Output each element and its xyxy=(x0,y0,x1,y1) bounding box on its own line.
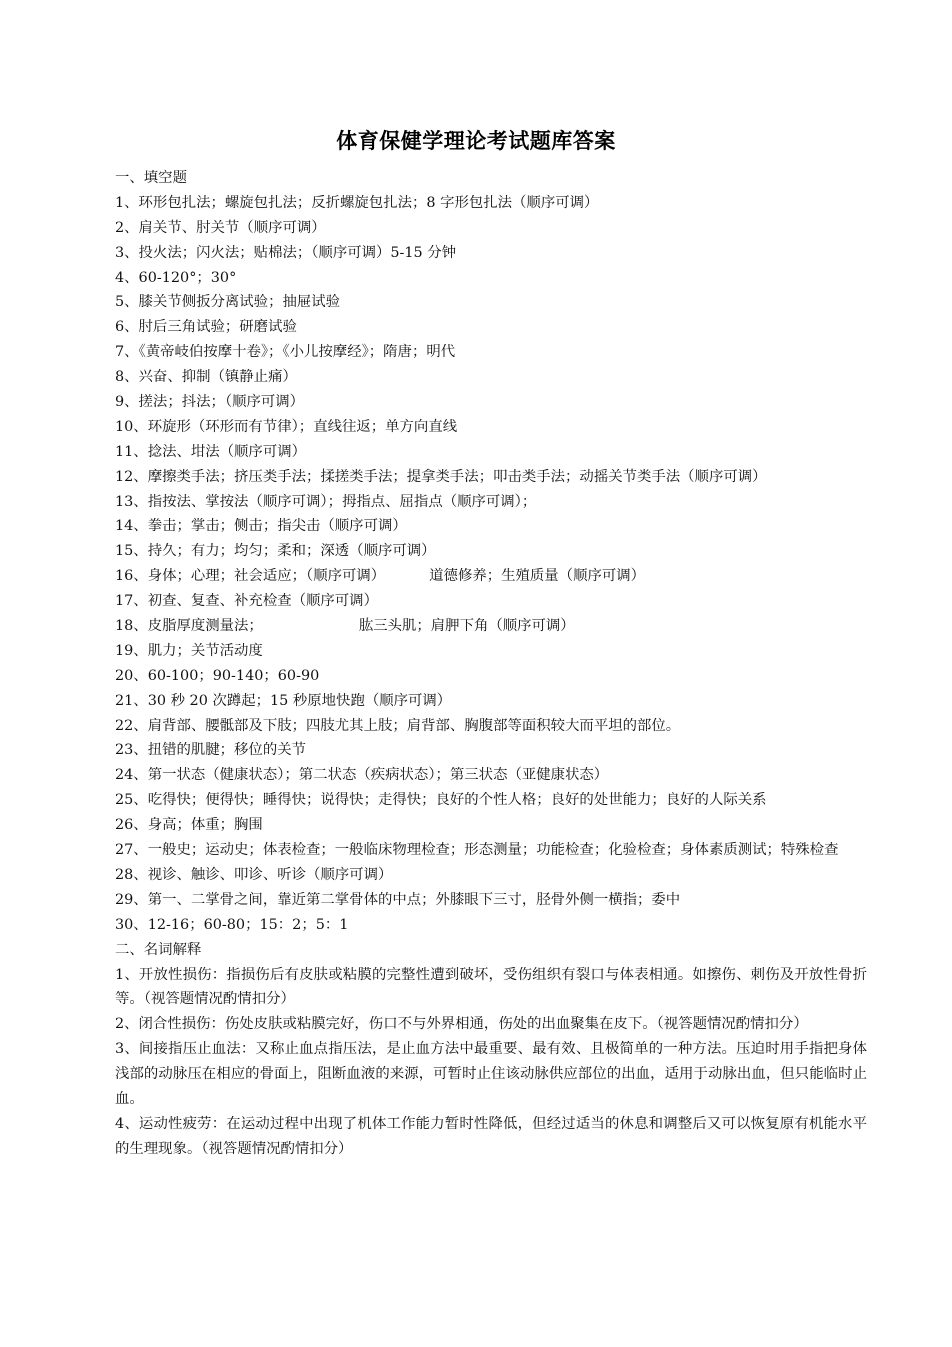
answer-item: 26、身高；体重；胸围 xyxy=(115,817,263,834)
document-body xyxy=(115,166,867,1162)
answer-item: 1、环形包扎法；螺旋包扎法；反折螺旋包扎法；8 字形包扎法（顺序可调） xyxy=(115,194,599,211)
answer-item: 23、扭错的肌腱；移位的关节 xyxy=(115,742,306,759)
answer-item-part: 肱三头肌；肩胛下角（顺序可调） xyxy=(358,618,575,635)
answer-item: 11、捻法、坩法（顺序可调） xyxy=(115,443,306,460)
section-heading-fill-blank: 一、填空题 xyxy=(115,170,187,186)
answer-item xyxy=(115,564,867,589)
answer-item: 27、一般史；运动史；体表检查；一般临床物理检查；形态测量；功能检查；化验检查；身体素质测试；特殊检查 xyxy=(115,842,839,859)
answer-item: 30、12-16；60-80；15：2；5：1 xyxy=(115,916,349,933)
definition-item: 4、运动性疲劳：在运动过程中出现了机体工作能力暂时性降低，但经过适当的休息和调整后又可以恢复原有机能水平的生理现象。（视答题情况酌情扣分） xyxy=(115,1115,867,1157)
definition-item: 2、闭合性损伤：伤处皮肤或粘膜完好，伤口不与外界相通，伤处的出血聚集在皮下。（视答题情况酌情扣分） xyxy=(115,1016,808,1033)
answer-item-part: 16、身体；心理；社会适应；（顺序可调） xyxy=(115,568,386,585)
definition-item: 1、开放性损伤：指损伤后有皮肤或粘膜的完整性遭到破坏，受伤组织有裂口与体表相通。如擦伤、刺伤及开放性骨折等。（视答题情况酌情扣分） xyxy=(115,966,867,1008)
answer-item: 24、第一状态（健康状态）；第二状态（疾病状态）；第三状态（亚健康状态） xyxy=(115,767,609,784)
answer-item: 4、60-120°；30° xyxy=(115,269,237,286)
section-heading-definitions: 二、名词解释 xyxy=(115,941,202,958)
answer-item: 15、持久；有力；均匀；柔和；深透（顺序可调） xyxy=(115,543,436,560)
answer-item: 6、肘后三角试验；研磨试验 xyxy=(115,319,297,336)
answer-item: 28、视诊、触诊、叩诊、听诊（顺序可调） xyxy=(115,866,393,883)
answer-item: 2、肩关节、肘关节（顺序可调） xyxy=(115,219,326,236)
answer-item-part: 18、皮脂厚度测量法； xyxy=(115,618,263,635)
answer-item: 19、肌力；关节活动度 xyxy=(115,642,263,659)
answer-item: 25、吃得快；便得快；睡得快；说得快；走得快；良好的个性人格；良好的处世能力；良好的人际关系 xyxy=(115,792,767,809)
answer-item: 8、兴奋、抑制（镇静止痛） xyxy=(115,369,297,386)
answer-item: 9、搓法；抖法；（顺序可调） xyxy=(115,394,305,411)
answer-item: 22、肩背部、腰骶部及下肢；四肢尤其上肢；肩背部、胸腹部等面积较大而平坦的部位。 xyxy=(115,717,681,734)
answer-item xyxy=(115,614,867,639)
answer-item: 20、60-100；90-140；60-90 xyxy=(115,667,320,684)
answer-item: 7、《黄帝岐伯按摩十卷》；《小儿按摩经》；隋唐；明代 xyxy=(115,344,456,361)
answer-item: 13、指按法、掌按法（顺序可调）；拇指点、屈指点（顺序可调）； xyxy=(115,493,537,510)
answer-item-part: 道德修养；生殖质量（顺序可调） xyxy=(429,568,646,585)
answer-item: 14、拳击；掌击；侧击；指尖击（顺序可调） xyxy=(115,518,407,535)
answer-item: 17、初查、复查、补充检查（顺序可调） xyxy=(115,593,378,610)
definition-item: 3、间接指压止血法：又称止血点指压法，是止血方法中最重要、最有效、且极简单的一种方法。压迫时用手指把身体浅部的动脉压在相应的骨面上，阻断血液的来源，可暂时止住该动脉供应部位的出血，适用于动脉出血，但只能临时止血。 xyxy=(115,1041,867,1108)
answer-item: 5、膝关节侧扳分离试验；抽屉试验 xyxy=(115,294,341,311)
answer-item: 29、第一、二掌骨之间，靠近第二掌骨体的中点；外膝眼下三寸，胫骨外侧一横指；委中 xyxy=(115,891,681,908)
answer-item: 21、30 秒 20 次蹲起；15 秒原地快跑（顺序可调） xyxy=(115,692,452,709)
answer-item: 3、投火法；闪火法；贴棉法；（顺序可调）5-15 分钟 xyxy=(115,244,457,261)
page-title: 体育保健学理论考试题库答案 xyxy=(336,129,616,153)
answer-item: 12、摩擦类手法；挤压类手法；揉搓类手法；提拿类手法；叩击类手法；动摇关节类手法（顺序可调） xyxy=(115,468,767,485)
answer-item: 10、环旋形（环形而有节律）；直线往返；单方向直线 xyxy=(115,418,458,435)
